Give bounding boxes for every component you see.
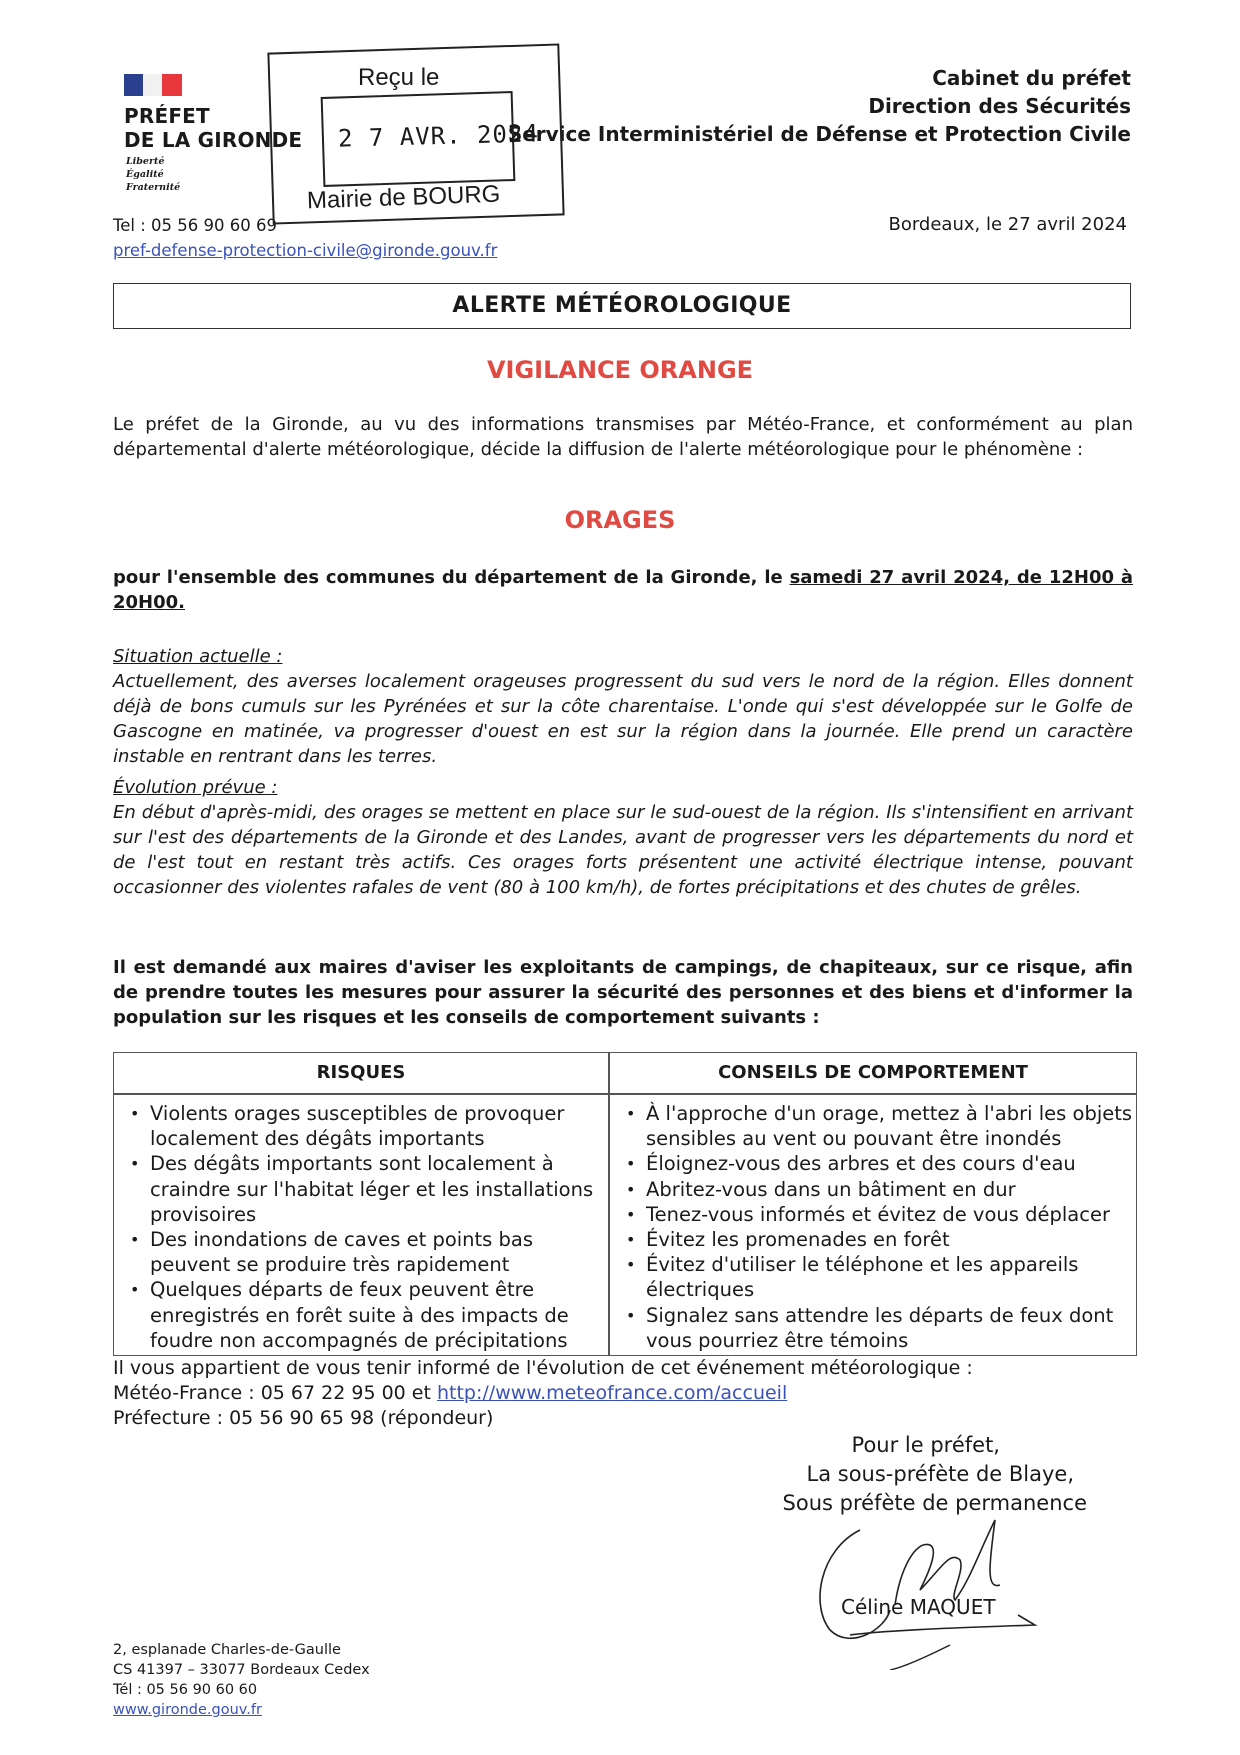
stamp-mairie: Mairie de BOURG (306, 180, 501, 215)
motto-egalite: Égalité (126, 169, 164, 180)
scope-paragraph (113, 565, 1133, 615)
signature-line3: Sous préfète de permanence (782, 1491, 1087, 1515)
footer-tel: Tél : 05 56 90 60 60 (113, 1682, 258, 1698)
request-paragraph: Il est demandé aux maires d'aviser les exploitants de campings, de chapiteaux, sur ce risque, afin de prendre toutes les mesures pour assurer la sécurité des personnes et des biens et d'informer la population sur les risques et les conseils de comportement suivants : (113, 957, 1133, 1028)
advice-item: • Signalez sans attendre les départs de feux dont vous pourriez être témoins (610, 1303, 1134, 1353)
handwritten-signature (790, 1510, 1050, 1670)
prefecture-line: Préfecture : 05 56 90 65 98 (répondeur) (113, 1407, 494, 1429)
advice-item: • Tenez-vous informés et évitez de vous déplacer (610, 1202, 1134, 1227)
meteofrance-link[interactable]: http://www.meteofrance.com/accueil (436, 1382, 788, 1404)
document-title: ALERTE MÉTÉOROLOGIQUE (452, 293, 792, 318)
risk-item: • Des inondations de caves et points bas peuvent se produire très rapidement (114, 1227, 602, 1277)
document-title-box (113, 283, 1131, 329)
intro-paragraph: Le préfet de la Gironde, au vu des informations transmises par Météo-France, et conformément au plan départemental d'alerte météorologique, décide la diffusion de l'alerte météorologique pour le phénomène : (113, 414, 1133, 460)
header-email-link[interactable]: pref-defense-protection-civile@gironde.gouv.fr (113, 241, 498, 260)
footer-address1: 2, esplanade Charles-de-Gaulle (113, 1642, 341, 1658)
vigilance-heading: VIGILANCE ORANGE (486, 356, 754, 384)
risks-column (114, 1101, 602, 1353)
service-line: Service Interministériel de Défense et Protection Civile (507, 122, 1131, 146)
risks-advice-table (113, 1052, 1137, 1356)
phenomenon-heading: ORAGES (564, 506, 676, 534)
signatory-name: Céline MAQUET (841, 1595, 996, 1619)
scope-date: samedi 27 avril 2024, de 12H00 à 20H00. (113, 567, 1133, 613)
meteo-line: Météo-France : 05 67 22 95 00 et http://www.meteofrance.com/accueil (113, 1382, 788, 1404)
direction-line: Direction des Sécurités (868, 94, 1131, 118)
situation-heading: Situation actuelle : (113, 646, 283, 667)
signature-line1: Pour le préfet, (851, 1433, 1000, 1457)
motto-liberte: Liberté (126, 156, 165, 167)
advice-header: CONSEILS DE COMPORTEMENT (718, 1062, 1028, 1083)
footer-website-link[interactable]: www.gironde.gouv.fr (113, 1702, 262, 1718)
logo-gironde: DE LA GIRONDE (124, 128, 303, 152)
motto-fraternite: Fraternité (126, 182, 181, 193)
info-line: Il vous appartient de vous tenir informé de l'évolution de cet événement météorologique : (113, 1357, 973, 1379)
cabinet-line: Cabinet du préfet (932, 66, 1131, 90)
advice-item: • Éloignez-vous des arbres et des cours d'eau (610, 1151, 1134, 1176)
footer-address2: CS 41397 – 33077 Bordeaux Cedex (113, 1662, 370, 1678)
risks-header: RISQUES (316, 1062, 406, 1083)
advice-item: • Abritez-vous dans un bâtiment en dur (610, 1177, 1134, 1202)
stamp-date: 2 7 AVR. 2024 (337, 119, 540, 153)
signature-line2: La sous-préfète de Blaye, (806, 1462, 1074, 1486)
place-date: Bordeaux, le 27 avril 2024 (888, 214, 1127, 235)
risk-item: • Quelques départs de feux peuvent être enregistrés en forêt suite à des impacts de foudre non accompagnés de précipitations (114, 1277, 602, 1353)
situation-text: Actuellement, des averses localement orageuses progressent du sud vers le nord de la région. Elles donnent déjà de bons cumuls sur les Pyrénées et sur la côte charentaise. L'onde qui s'est développée sur le Golfe de Gascogne en matinée, va progresser d'ouest en est sur la région dans la journée. Elle prend un caractère instable en rentrant dans les terres. (113, 671, 1133, 767)
advice-item: • À l'approche d'un orage, mettez à l'abri les objets sensibles au vent ou pouvant être inondés (610, 1101, 1134, 1151)
risk-item: • Des dégâts importants sont localement à craindre sur l'habitat léger et les installations provisoires (114, 1151, 602, 1227)
advice-item: • Évitez les promenades en forêt (610, 1227, 1134, 1252)
advice-column (610, 1101, 1134, 1353)
scope-text: pour l'ensemble des communes du département de la Gironde, le (113, 567, 790, 588)
risk-item: • Violents orages susceptibles de provoquer localement des dégâts importants (114, 1101, 602, 1151)
stamp-recu-le: Reçu le (358, 64, 440, 91)
marianne-flag-logo (124, 74, 182, 96)
advice-item: • Évitez d'utiliser le téléphone et les appareils électriques (610, 1252, 1134, 1302)
header-tel: Tel : 05 56 90 60 69 (113, 216, 278, 235)
evolution-heading: Évolution prévue : (113, 777, 278, 798)
logo-prefet: PRÉFET (124, 104, 210, 128)
evolution-text: En début d'après-midi, des orages se mettent en place sur le sud-ouest de la région. Ils s'intensifient en arrivant sur l'est des départements de la Gironde et des Landes, avant de progresser vers les départements du nord et de l'est tout en restant très actifs. Ces orages forts présentent une activité électrique intense, pouvant occasionner des violentes rafales de vent (80 à 100 km/h), de fortes précipitations et des chutes de grêles. (113, 802, 1133, 898)
